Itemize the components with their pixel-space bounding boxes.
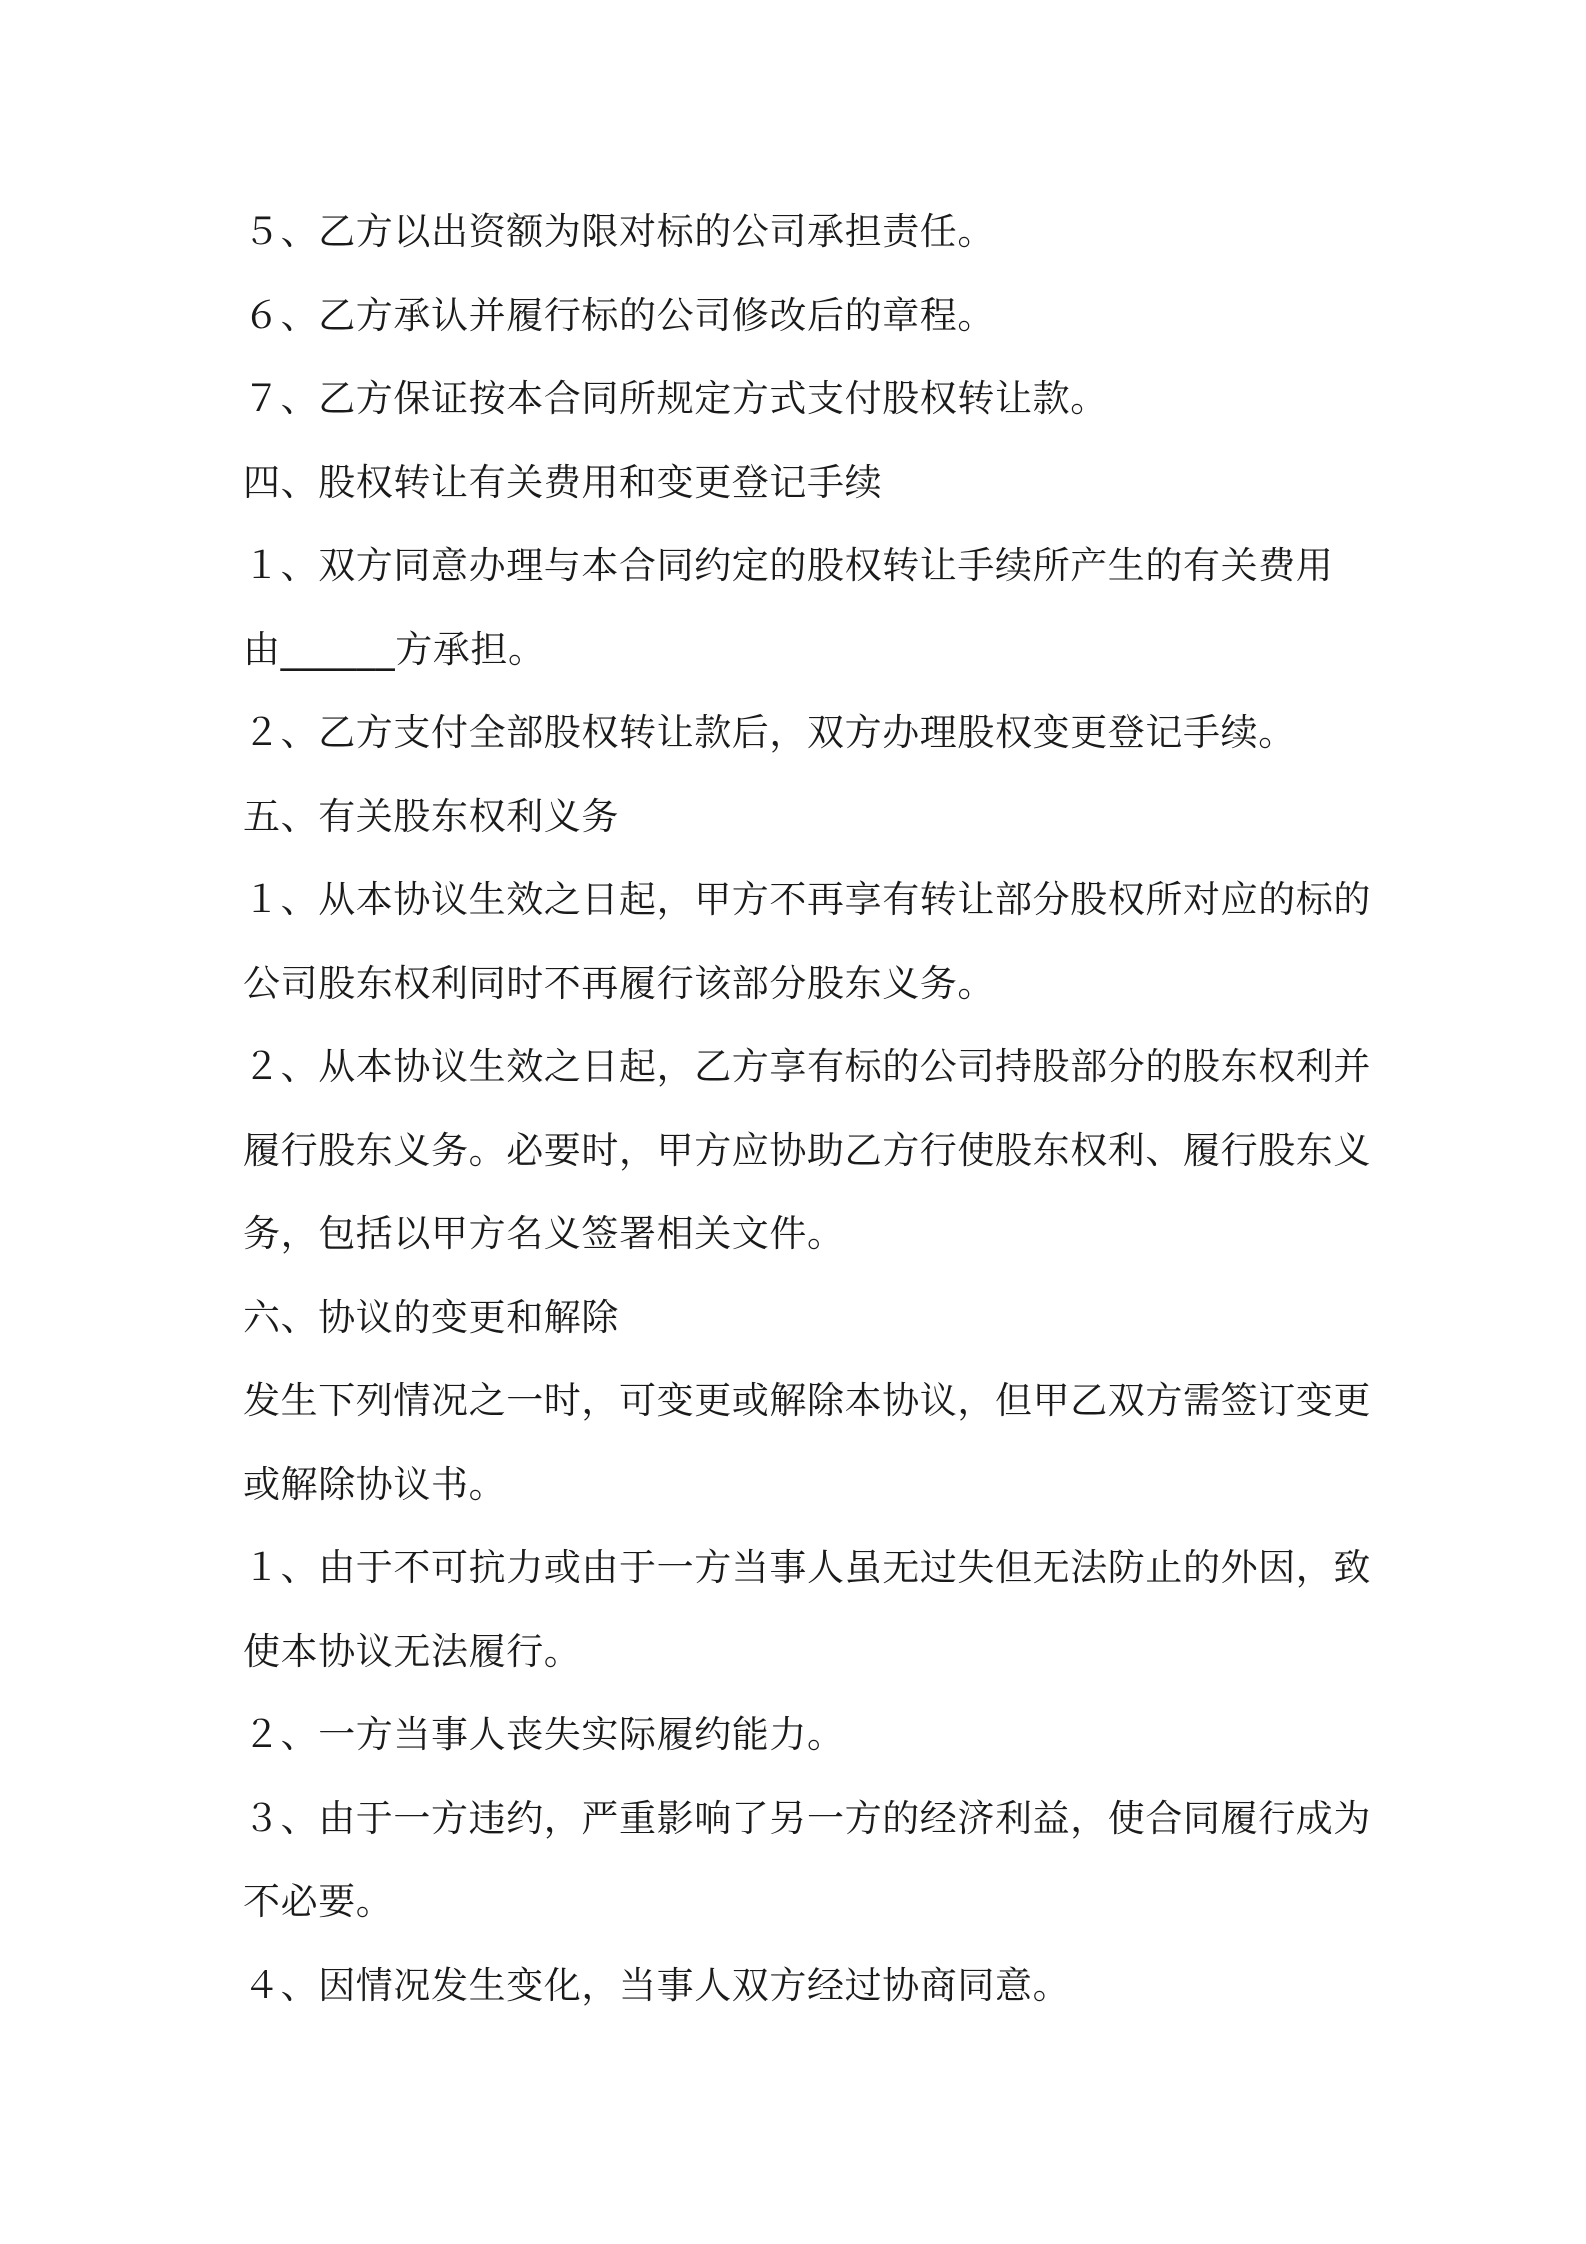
clause-line: ５、乙方以出资额为限对标的公司承担责任。 xyxy=(243,210,995,253)
clause-line: 使本协议无法履行。 xyxy=(243,1629,582,1673)
clause-line: ４、因情况发生变化，当事人双方经过协商同意。 xyxy=(243,1963,1071,2007)
clause-line: ２、乙方支付全部股权转让款后，双方办理股权变更登记手续。 xyxy=(243,711,1296,754)
clause-line: 履行股东义务。必要时，甲方应协助乙方行使股东权利、履行股东义 xyxy=(243,1128,1371,1172)
clause-line: ２、一方当事人丧失实际履约能力。 xyxy=(243,1713,845,1756)
clause-line: ７、乙方保证按本合同所规定方式支付股权转让款。 xyxy=(243,377,1108,420)
clause-line: １、双方同意办理与本合同约定的股权转让手续所产生的有关费用 xyxy=(243,544,1334,587)
clause-line: ３、由于一方违约，严重影响了另一方的经济利益，使合同履行成为 xyxy=(243,1796,1371,1840)
clause-line: １、由于不可抗力或由于一方当事人虽无过失但无法防止的外因，致 xyxy=(243,1546,1371,1589)
clause-line: 公司股东权利同时不再履行该部分股东义务。 xyxy=(243,961,995,1005)
clause-line: 不必要。 xyxy=(243,1880,394,1923)
clause-line: 发生下列情况之一时，可变更或解除本协议，但甲乙双方需签订变更 xyxy=(243,1379,1371,1422)
clause-line: ６、乙方承认并履行标的公司修改后的章程。 xyxy=(243,293,995,337)
section-heading: 四、股权转让有关费用和变更登记手续 xyxy=(243,460,883,504)
clause-line: 或解除协议书。 xyxy=(243,1462,507,1506)
clause-line: 由______方承担。 xyxy=(243,627,546,671)
section-heading: 六、协议的变更和解除 xyxy=(243,1295,619,1339)
section-heading: 五、有关股东权利义务 xyxy=(243,794,619,838)
clause-line: 务，包括以甲方名义签署相关文件。 xyxy=(243,1212,845,1255)
clause-line: １、从本协议生效之日起，甲方不再享有转让部分股权所对应的标的 xyxy=(243,878,1371,921)
clause-line: ２、从本协议生效之日起，乙方享有标的公司持股部分的股东权利并 xyxy=(243,1045,1371,1088)
document-body xyxy=(243,190,1371,2027)
